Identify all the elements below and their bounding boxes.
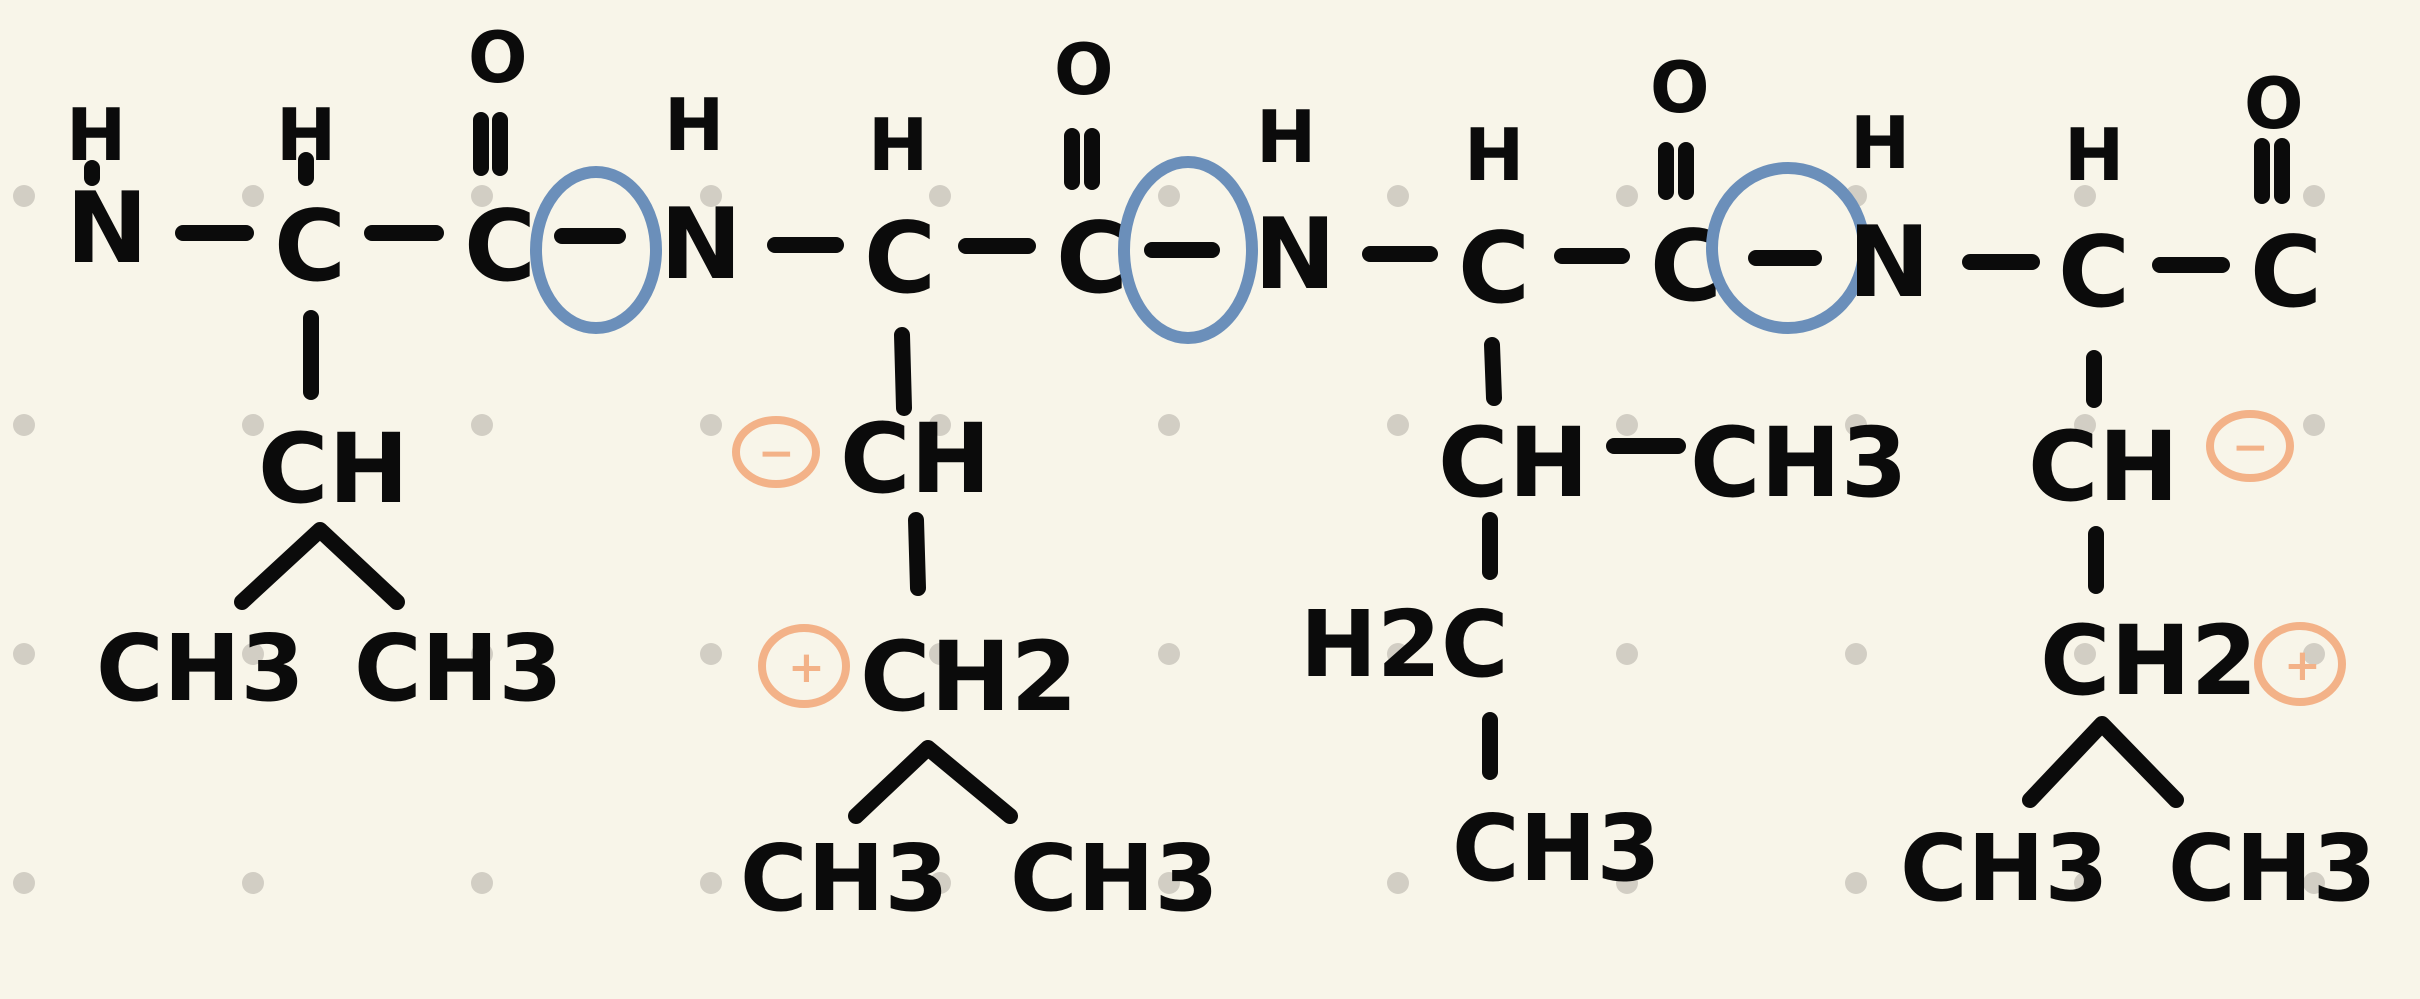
r3-amine-h: H [1256, 95, 1317, 179]
r1-alpha-h: H [276, 93, 337, 177]
r2-alpha-h: H [868, 103, 929, 187]
grid-dot [13, 185, 35, 207]
r4-side-ch: CH [2028, 411, 2179, 523]
r2-amine-h: H [664, 83, 725, 167]
r2-positive-charge: + [788, 642, 825, 693]
r4-alpha-h: H [2064, 113, 2125, 197]
r2-negative-charge: − [758, 428, 795, 479]
grid-dot [1387, 872, 1409, 894]
r1-side-branch [242, 530, 397, 602]
r3-side-ch: CH [1438, 407, 1589, 519]
peptide-bond-3-highlight [1712, 168, 1864, 328]
r2-ca-side-bond [902, 335, 904, 408]
residue-4 [1848, 63, 2377, 922]
peptide-bond-1 [536, 172, 656, 328]
peptide-bond-2 [1124, 162, 1252, 338]
grid-dot [471, 872, 493, 894]
r4-side-branch [2030, 724, 2176, 800]
r3-side-methyl: CH3 [1690, 407, 1908, 519]
r4-amine-n: N [1848, 206, 1931, 320]
r2-side-ch3-left: CH3 [740, 825, 949, 932]
r1-alpha-c: C [274, 190, 346, 304]
dot-grid [13, 185, 2325, 894]
grid-dot [2303, 414, 2325, 436]
r4-alpha-c: C [2058, 216, 2130, 330]
grid-dot [700, 872, 722, 894]
peptide-bond-3 [1712, 168, 1864, 328]
grid-dot [1616, 185, 1638, 207]
r2-side-branch [856, 748, 1010, 816]
r2-side-ch3-right: CH3 [1010, 825, 1219, 932]
grid-dot [2303, 185, 2325, 207]
r3-alpha-c: C [1458, 212, 1530, 326]
grid-dot [700, 414, 722, 436]
grid-dot [1158, 643, 1180, 665]
r1-side-ch3-right: CH3 [354, 615, 563, 722]
r3-carbonyl-o: O [1650, 47, 1710, 129]
grid-dot [1616, 643, 1638, 665]
r2-alpha-c: C [864, 202, 936, 316]
r2-side-ch: CH [840, 403, 991, 515]
r2-ch-ch2-bond [916, 520, 918, 588]
r2-carbonyl-c: C [1056, 202, 1128, 316]
r1-side-ch: CH [258, 413, 409, 525]
r1-carbonyl-c: C [464, 190, 536, 304]
r4-positive-charge: + [2284, 640, 2321, 691]
r1-amine-n: N [66, 172, 149, 286]
r4-negative-charge: − [2232, 422, 2269, 473]
grid-dot [1845, 872, 1867, 894]
r2-side-ch2: CH2 [860, 621, 1078, 733]
r3-side-ch3-terminal: CH3 [1452, 795, 1661, 902]
residue-2 [660, 29, 1219, 932]
r1-side-ch3-left: CH3 [96, 615, 305, 722]
grid-dot [471, 414, 493, 436]
grid-dot [242, 872, 264, 894]
grid-dot [13, 872, 35, 894]
r3-amine-n: N [1254, 198, 1337, 312]
residue-1 [66, 17, 563, 722]
r4-carbonyl-o: O [2244, 63, 2304, 145]
r4-amine-h: H [1850, 101, 1911, 185]
r1-amine-h: H [66, 93, 127, 177]
grid-dot [242, 185, 264, 207]
r3-alpha-h: H [1464, 113, 1525, 197]
grid-dot [1845, 643, 1867, 665]
grid-dot [13, 643, 35, 665]
r3-ca-side-bond [1492, 345, 1494, 398]
grid-dot [1387, 414, 1409, 436]
grid-dot [1616, 414, 1638, 436]
r4-side-ch3-right: CH3 [2168, 815, 2377, 922]
grid-dot [13, 414, 35, 436]
r1-carbonyl-o: O [468, 17, 528, 99]
r3-side-h2c: H2C [1300, 591, 1509, 698]
grid-dot [1158, 185, 1180, 207]
peptide-bond-1-highlight [536, 172, 656, 328]
grid-dot [1158, 414, 1180, 436]
r4-side-ch3-left: CH3 [1900, 815, 2109, 922]
r2-amine-n: N [660, 188, 743, 302]
r4-side-ch2: CH2 [2040, 605, 2258, 717]
r3-carbonyl-c: C [1650, 210, 1722, 324]
r4-carbonyl-c: C [2250, 216, 2322, 330]
grid-dot [1387, 185, 1409, 207]
r2-carbonyl-o: O [1054, 29, 1114, 111]
grid-dot [700, 643, 722, 665]
